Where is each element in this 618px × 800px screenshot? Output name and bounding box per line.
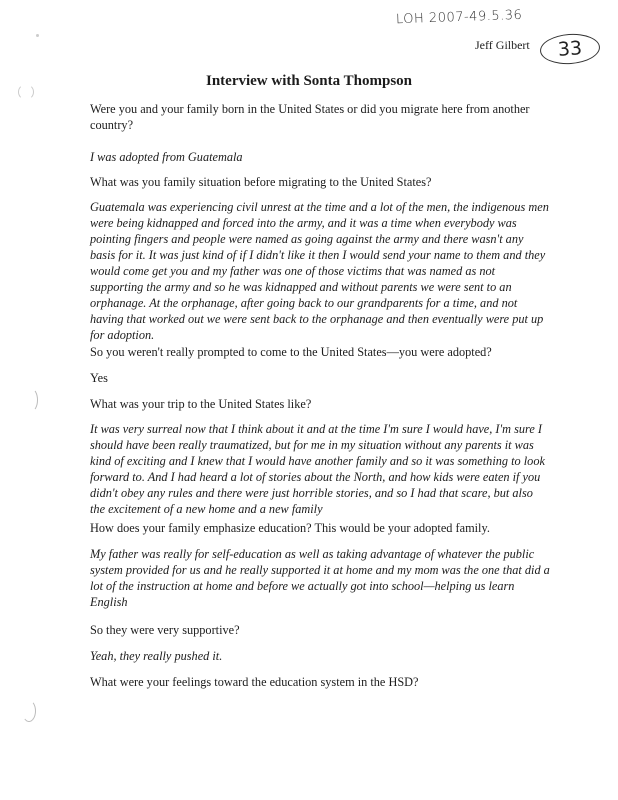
scan-speck: [36, 34, 39, 37]
question-trip: What was your trip to the United States like?: [90, 397, 312, 411]
question-education: How does your family emphasize education? This would be your adopted family.: [90, 521, 490, 535]
answer-adopted: Yes: [90, 371, 108, 385]
author-name: Jeff Gilbert: [475, 38, 530, 52]
question-supportive: So they were very supportive?: [90, 623, 240, 637]
question-family-situation: What was you family situation before migrating to the United States?: [90, 175, 432, 189]
question-hsd: What were your feelings toward the education system in the HSD?: [90, 675, 419, 689]
document-title: Interview with Sonta Thompson: [205, 73, 412, 89]
answer-education: My father was really for self-education as well as taking advantage of whatever the public system provided for us and he really supported it at home and my mom was the one that did a lot of the instruction at home and before we actually got into school—helping us learn English: [90, 547, 550, 609]
accession-number: LOH 2007-49.5.36: [395, 7, 523, 28]
question-origin: Were you and your family born in the United States or did you migrate here from another country?: [90, 102, 530, 132]
answer-family-situation: Guatemala was experiencing civil unrest at the time and a lot of the men, the indigenous men were being kidnapped and forced into the army, and it was a time when everybody was pointing fingers and people were named as going against the army and there wasn't any basis for it. It was just kind of if I didn't like it then I would send your name to them and they would come get you and my father was one of those victims that was named as not supporting the army and so he was kidnapped and without parents we were sent to an orphanage. At the orphanage, after going back to our grandparents for a time, and not having that worked out we were sent back to the orphanage and then eventually were put up for adoption.: [90, 200, 549, 342]
binder-hole-mark: [22, 700, 36, 722]
binder-hole-mark: [24, 388, 38, 412]
answer-origin: I was adopted from Guatemala: [90, 150, 243, 164]
page-number-circled: 33: [539, 32, 601, 66]
question-adopted: So you weren't really prompted to come to the United States—you were adopted?: [90, 345, 492, 359]
answer-trip: It was very surreal now that I think about it and at the time I'm sure I would have, I'm sure I should have been really traumatized, but for me in my situation without any parents it was kind of exciting and I knew that I would have another family and so it was something to look forward to. And I had heard a lot of stories about the North, and how kids were eaten if you didn't obey any rules and there were just horrible stories, and so I had that scare, but also the excitement of a new home and a new family: [90, 422, 545, 516]
answer-supportive: Yeah, they really pushed it.: [90, 649, 223, 663]
